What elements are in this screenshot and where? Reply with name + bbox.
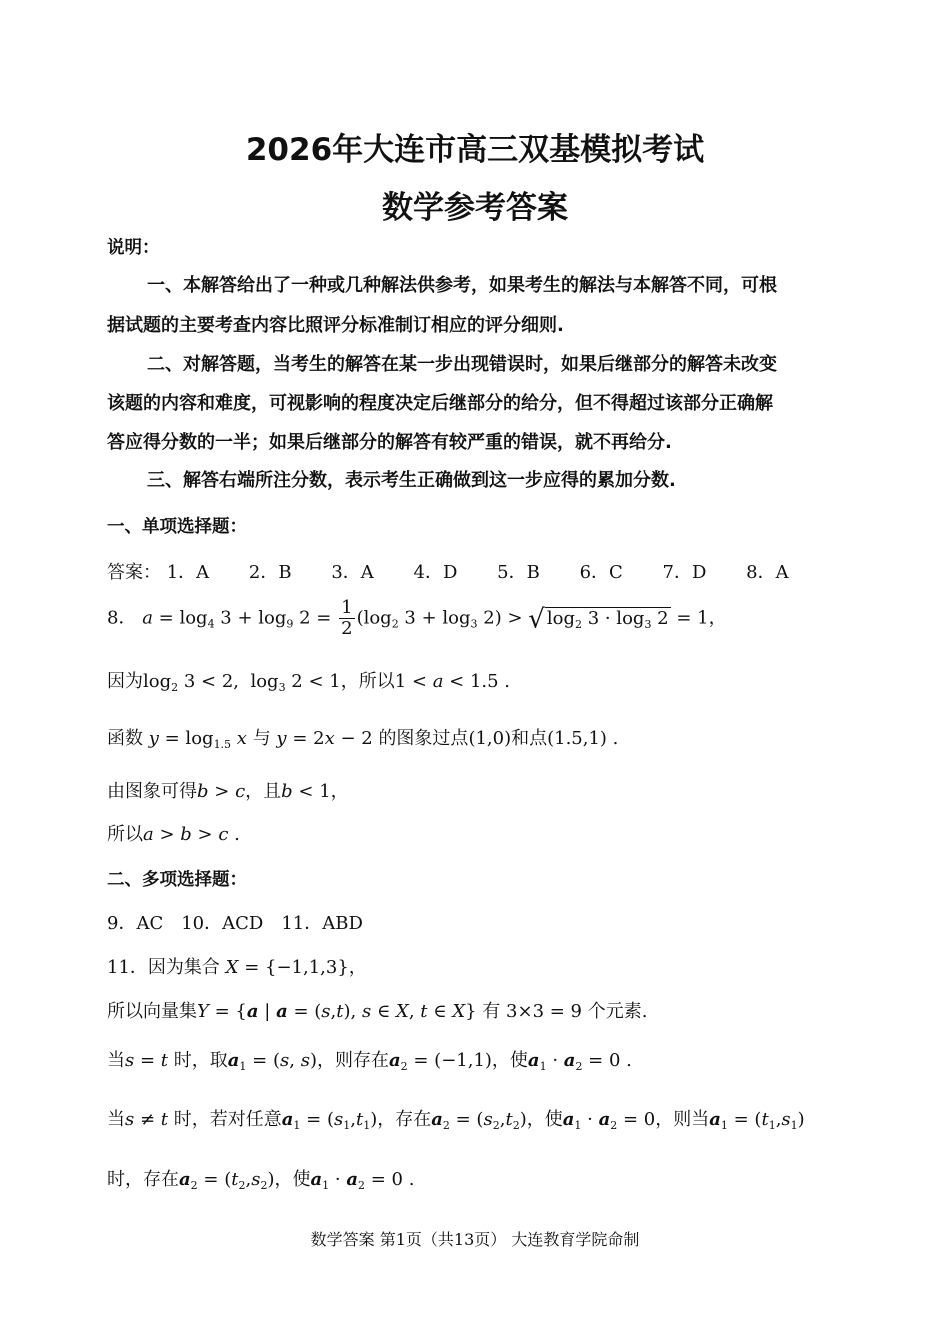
q8-formula: 8． $a = \log_4 3 + \log_9 2$ = $\frac{1}{2}$ ($\log_2$ $3 + \log_3 2$) > √ $\log_2 3 \cdot \log_3 2 = 1$， xyxy=(107,597,727,639)
note-p2-line3: 答应得分数的一半；如果后继部分的解答有较严重的错误，就不再给分. xyxy=(107,432,672,453)
answer-item: 2．B xyxy=(248,562,292,583)
q11-line5: 时，存在$a_2 = (t_2,s_2)$，使$a_1 \cdot a_2 = 0$ . xyxy=(107,1169,415,1192)
page-footer: 数学答案 第1页（共13页） 大连教育学院命制 xyxy=(310,1230,640,1249)
page-subtitle: 数学参考答案 xyxy=(382,190,568,226)
answer-item: 3．A xyxy=(331,562,374,583)
section2-heading: 二、多项选择题： xyxy=(107,870,247,890)
answer-item: 7．D xyxy=(662,562,707,583)
q11-line1: 11．因为集合 X = {−1,1,3}， xyxy=(107,957,367,978)
note-heading: 说明： xyxy=(107,238,160,258)
note-p3: 三、解答右端所注分数，表示考生正确做到这一步应得的累加分数. xyxy=(147,470,676,491)
answer-item: 4．D xyxy=(413,562,458,583)
section2-answers: 9．AC 10．ACD 11．ABD xyxy=(107,913,363,934)
q8-line3: 函数 $y = \log_{1.5} x$ 与 y = 2x − 2 的图象过点(1,0)和点(1.5,1) . xyxy=(107,728,619,751)
note-p1-line2: 据试题的主要考查内容比照评分标准制订相应的评分细则. xyxy=(107,315,564,336)
section1-answers xyxy=(107,558,823,584)
q8-line2: 因为$\log_2 3 < 2$, $\log_3 2 < 1$，所以1 < a < 1.5 . xyxy=(107,671,511,694)
answer-item: 8．A xyxy=(746,562,789,583)
answer-item: 5．B xyxy=(497,562,540,583)
q11-line2: 所以向量集Y = {a | a = (s,t), s ∈ X, t ∈ X} 有 3×3 = 9 个元素. xyxy=(107,1001,648,1022)
q11-line4: 当s ≠ t 时，若对任意$a_1 = (s_1,t_1)$，存在$a_2 = (s_2,t_2)$，使$a_1 \cdot a_2 = 0$，则当$a_1 = (t_1,s_1)$ xyxy=(107,1109,805,1132)
section1-heading: 一、单项选择题： xyxy=(107,517,247,537)
page-title: 2026年大连市高三双基模拟考试 xyxy=(245,132,705,168)
q8-line5: 所以a > b > c . xyxy=(107,824,240,845)
q11-line3: 当s = t 时，取$a_1 = (s$, s)，则存在$a_2 = (-1,1)$，使$a_1 \cdot a_2 = 0$ . xyxy=(107,1050,632,1073)
answer-item: 6．C xyxy=(579,562,623,583)
answer-item: 1．A xyxy=(166,562,210,583)
note-p1-line1: 一、本解答给出了一种或几种解法供参考，如果考生的解法与本解答不同，可根 xyxy=(147,275,777,296)
q8-line4: 由图象可得b > c，且b < 1， xyxy=(107,781,349,802)
answers-label: 答案： xyxy=(107,562,161,583)
note-p2-line2: 该题的内容和难度，可视影响的程度决定后继部分的给分，但不得超过该部分正确解 xyxy=(107,393,773,414)
note-p2-line1: 二、对解答题，当考生的解答在某一步出现错误时，如果后继部分的解答未改变 xyxy=(147,354,777,375)
